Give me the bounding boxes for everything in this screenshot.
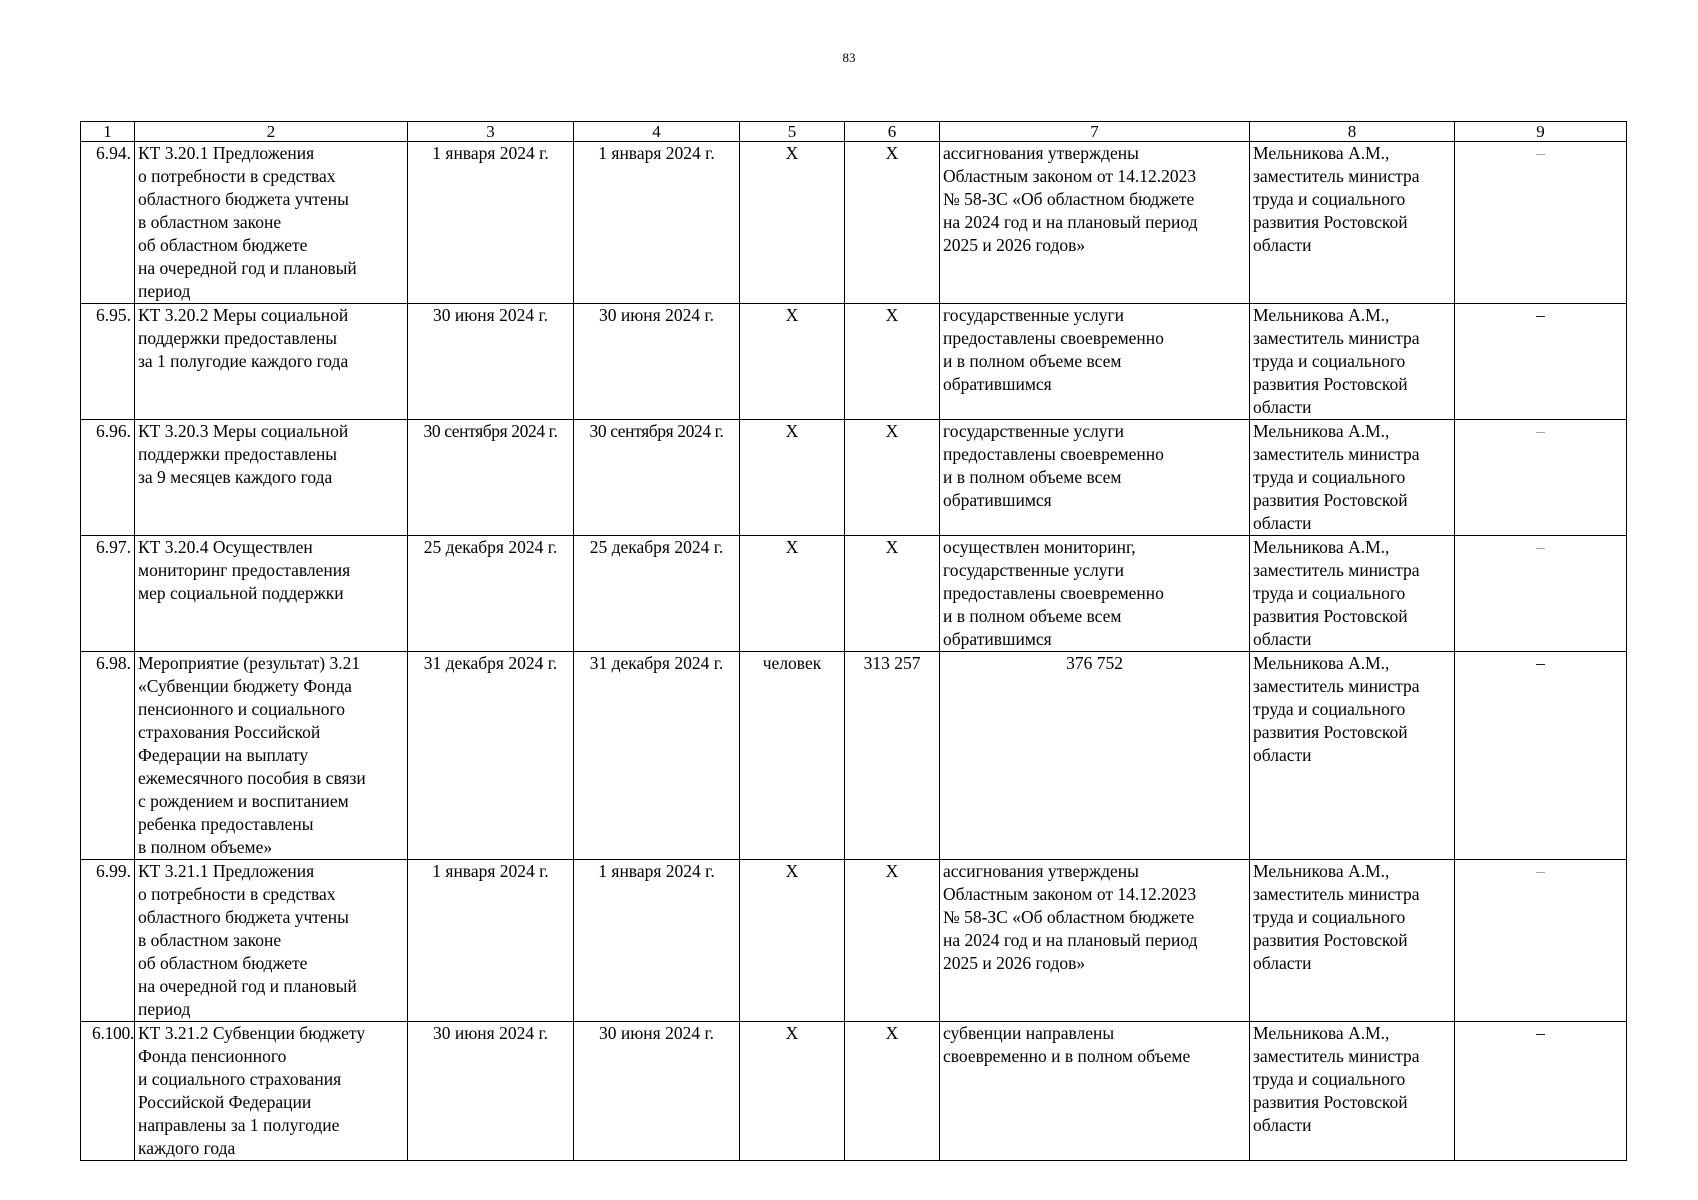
- table-row: [81, 536, 1627, 652]
- row-unit: человек: [740, 652, 845, 860]
- row-start-date: 1 января 2024 г.: [408, 860, 574, 1022]
- row-value: X: [845, 536, 940, 652]
- row-result: субвенции направлены своевременно и в полном объеме: [940, 1022, 1250, 1161]
- row-result: государственные услуги предоставлены своевременно и в полном объеме всем обратившимся: [940, 304, 1250, 420]
- row-name: Мероприятие (результат) 3.21 «Субвенции бюджету Фонда пенсионного и социального страхования Российской Федерации на выплату ежемесячного пособия в связи с рождением и воспитанием ребенка предоставлены в полном объеме»: [135, 652, 408, 860]
- column-header: 7: [940, 122, 1250, 142]
- row-name: КТ 3.20.2 Меры социальной поддержки предоставлены за 1 полугодие каждого года: [135, 304, 408, 420]
- row-result: ассигнования утверждены Областным законом от 14.12.2023 № 58-ЗС «Об областном бюджете на 2024 год и на плановый период 2025 и 2026 годов»: [940, 142, 1250, 304]
- row-note: –: [1455, 1022, 1627, 1161]
- row-name: КТ 3.20.4 Осуществлен мониторинг предоставления мер социальной поддержки: [135, 536, 408, 652]
- column-header: 3: [408, 122, 574, 142]
- row-responsible: Мельникова А.М., заместитель министра труда и социального развития Ростовской области: [1250, 652, 1455, 860]
- row-value: X: [845, 1022, 940, 1161]
- row-value: X: [845, 420, 940, 536]
- row-note: –: [1455, 536, 1627, 652]
- row-end-date: 30 июня 2024 г.: [574, 304, 740, 420]
- row-value: X: [845, 142, 940, 304]
- column-header: 5: [740, 122, 845, 142]
- row-number: 6.100.: [81, 1022, 135, 1161]
- table-row: [81, 860, 1627, 1022]
- row-start-date: 30 сентября 2024 г.: [408, 420, 574, 536]
- row-start-date: 31 декабря 2024 г.: [408, 652, 574, 860]
- row-result: осуществлен мониторинг, государственные услуги предоставлены своевременно и в полном объеме всем обратившимся: [940, 536, 1250, 652]
- row-note: –: [1455, 420, 1627, 536]
- table-row: [81, 420, 1627, 536]
- table-row: [81, 304, 1627, 420]
- row-start-date: 30 июня 2024 г.: [408, 304, 574, 420]
- column-header: 8: [1250, 122, 1455, 142]
- row-end-date: 1 января 2024 г.: [574, 142, 740, 304]
- column-number-row: [81, 122, 1627, 142]
- column-header: 9: [1455, 122, 1627, 142]
- row-value: X: [845, 304, 940, 420]
- column-header: 1: [81, 122, 135, 142]
- row-end-date: 31 декабря 2024 г.: [574, 652, 740, 860]
- column-header: 6: [845, 122, 940, 142]
- row-name: КТ 3.21.1 Предложения о потребности в средствах областного бюджета учтены в областном законе об областном бюджете на очередной год и плановый период: [135, 860, 408, 1022]
- row-responsible: Мельникова А.М., заместитель министра труда и социального развития Ростовской области: [1250, 142, 1455, 304]
- row-end-date: 30 июня 2024 г.: [574, 1022, 740, 1161]
- row-result: государственные услуги предоставлены своевременно и в полном объеме всем обратившимся: [940, 420, 1250, 536]
- row-unit: X: [740, 1022, 845, 1161]
- row-number: 6.98.: [81, 652, 135, 860]
- column-header: 2: [135, 122, 408, 142]
- column-header: 4: [574, 122, 740, 142]
- row-name: КТ 3.20.3 Меры социальной поддержки предоставлены за 9 месяцев каждого года: [135, 420, 408, 536]
- row-responsible: Мельникова А.М., заместитель министра труда и социального развития Ростовской области: [1250, 420, 1455, 536]
- row-note: –: [1455, 304, 1627, 420]
- row-result: ассигнования утверждены Областным законом от 14.12.2023 № 58-ЗС «Об областном бюджете на 2024 год и на плановый период 2025 и 2026 годов»: [940, 860, 1250, 1022]
- plan-table: [80, 121, 1627, 1161]
- table-row: [81, 1022, 1627, 1161]
- row-end-date: 25 декабря 2024 г.: [574, 536, 740, 652]
- row-end-date: 1 января 2024 г.: [574, 860, 740, 1022]
- table-row: [81, 652, 1627, 860]
- row-note: –: [1455, 142, 1627, 304]
- row-value: X: [845, 860, 940, 1022]
- row-unit: X: [740, 420, 845, 536]
- row-responsible: Мельникова А.М., заместитель министра труда и социального развития Ростовской области: [1250, 1022, 1455, 1161]
- row-responsible: Мельникова А.М., заместитель министра труда и социального развития Ростовской области: [1250, 860, 1455, 1022]
- row-note: –: [1455, 860, 1627, 1022]
- row-start-date: 1 января 2024 г.: [408, 142, 574, 304]
- table-row: [81, 142, 1627, 304]
- page-number: 83: [842, 50, 856, 65]
- row-unit: X: [740, 536, 845, 652]
- row-result: 376 752: [940, 652, 1250, 860]
- row-start-date: 25 декабря 2024 г.: [408, 536, 574, 652]
- row-responsible: Мельникова А.М., заместитель министра труда и социального развития Ростовской области: [1250, 536, 1455, 652]
- row-unit: X: [740, 860, 845, 1022]
- row-name: КТ 3.21.2 Субвенции бюджету Фонда пенсионного и социального страхования Российской Федерации направлены за 1 полугодие каждого года: [135, 1022, 408, 1161]
- row-number: 6.95.: [81, 304, 135, 420]
- row-unit: X: [740, 304, 845, 420]
- row-number: 6.99.: [81, 860, 135, 1022]
- row-unit: X: [740, 142, 845, 304]
- row-note: –: [1455, 652, 1627, 860]
- row-responsible: Мельникова А.М., заместитель министра труда и социального развития Ростовской области: [1250, 304, 1455, 420]
- row-start-date: 30 июня 2024 г.: [408, 1022, 574, 1161]
- row-name: КТ 3.20.1 Предложения о потребности в средствах областного бюджета учтены в областном законе об областном бюджете на очередной год и плановый период: [135, 142, 408, 304]
- row-number: 6.94.: [81, 142, 135, 304]
- row-number: 6.97.: [81, 536, 135, 652]
- row-number: 6.96.: [81, 420, 135, 536]
- row-value: 313 257: [845, 652, 940, 860]
- row-end-date: 30 сентября 2024 г.: [574, 420, 740, 536]
